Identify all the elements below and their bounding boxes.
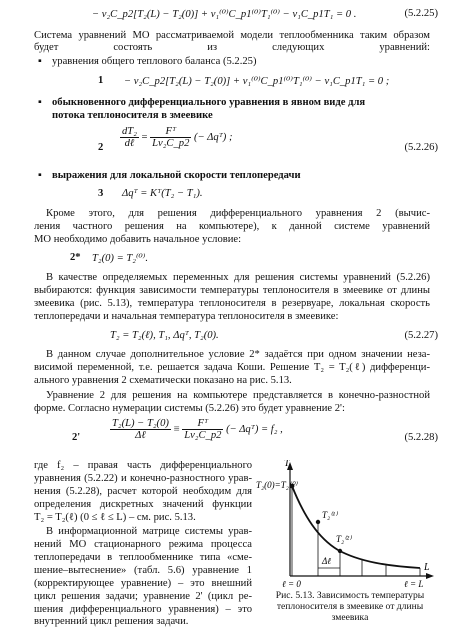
start-label: T₂(0)=T₂⁽⁰⁾ <box>256 480 297 490</box>
equation-5-2-25: − ν₂C_p2[T₂(L) − T₂(0)] + ν₁⁽⁰⁾C_p1⁽⁰⁾T₁⁽⁰⁾ − ν₁C_p1T₁ = 0 . <box>92 9 357 20</box>
eq2-rhs-denominator: Lν₂C_p2 <box>152 138 190 149</box>
column-line: В информационной матрице системы урав- <box>46 526 252 537</box>
t1-label: T₂⁽¹⁾ <box>322 510 338 520</box>
column-line: внутренний цикл решения задачи. <box>34 616 189 627</box>
lL-label: ℓ = L <box>404 579 424 588</box>
paragraph-line: выбираются: функция зависимости температуры теплоносителя в змеевике от длины <box>34 285 430 296</box>
eq2-lhs-numerator: dT₂ <box>122 126 137 137</box>
bullet-heat-transfer-text: выражения для локальной скорости теплопередачи <box>52 170 301 181</box>
eq2-tail: (− Δqᵀ) ; <box>194 131 233 143</box>
column-line: нения (5.2.28), расчет которой необходим для <box>34 486 252 497</box>
equation-5-2-28: $\frac{\text{T₂(L) − T₂(0)}}{\text{Δℓ}}$ ≡ $\frac{\text{Fᵀ}}{\text{Lν₂C\_p2}}$ (− Δqᵀ) = f₂ , <box>112 418 283 441</box>
bullet-ode-line2: потока теплоносителя в змеевике <box>52 110 213 121</box>
equation-number: (5.2.27) <box>404 330 438 341</box>
bullet-heat-transfer <box>52 170 301 181</box>
eq4-rhs-numerator: Fᵀ <box>182 418 223 430</box>
paragraph-line: ления частного решения на компьютере), к данной системе уравнений <box>34 221 430 232</box>
eq2-lhs-denominator: dℓ <box>124 138 135 149</box>
step-lines <box>292 486 420 576</box>
eq4-rhs-denominator: Lν₂C_p2 <box>184 430 222 441</box>
point-t2 <box>338 549 342 553</box>
delta-l-label: Δℓ <box>322 556 332 566</box>
eq4-tail: (− Δqᵀ) = f₂ , <box>226 423 283 435</box>
equation-number: (5.2.28) <box>404 432 438 443</box>
caption-line: змеевика <box>331 612 369 623</box>
x-axis-label: L <box>424 562 430 573</box>
column-line: (корректирующее уравнение) – это внешний <box>34 578 252 589</box>
paragraph-line: Кроме этого, для решения дифференциального уравнения 2 (вычис- <box>46 208 430 219</box>
x-axis-arrow <box>426 573 434 579</box>
column-line: шение–вытеснение» (табл. 5.6) уравнение 1 <box>34 565 252 576</box>
column-line: теплопередачи в теплообменнике типа «сме- <box>34 552 252 563</box>
equation-number: (5.2.26) <box>404 142 438 153</box>
column-line: T₂ = T₂(ℓ) (0 ≤ ℓ ≤ L) – см. рис. 5.13. <box>34 512 196 523</box>
equation-label-3: 3 <box>98 188 104 199</box>
column-line: где f₂ – правая часть дифференциального <box>34 460 252 471</box>
bullet-ode-line1: обыкновенного дифференциального уравнения в явном виде для <box>52 97 366 108</box>
equation-5-2-27: T₂ = T₂(ℓ), T₁, Δqᵀ, T₂(0). <box>110 330 219 341</box>
paragraph-line: змеевика (рис. 5.13), температура теплоносителя в резервуаре, локальная скорость <box>34 298 430 309</box>
paragraph-line: теплопередачи и начальная температура теплоносителя в змеевике: <box>34 311 339 322</box>
equation-number: (5.2.25) <box>404 8 438 19</box>
eq4-lhs-denominator: Δℓ <box>135 430 146 441</box>
equation-label-2: 2 <box>98 142 104 153</box>
equation-label-1: 1 <box>98 75 104 86</box>
bullet-heat-balance: ▪ уравнения общего теплового баланса (5.2.25) <box>52 56 257 67</box>
equation-label-2-prime: 2' <box>72 432 81 443</box>
column-line: определения дискретных значений функции <box>34 499 252 510</box>
point-t1 <box>316 520 320 524</box>
column-line: цикл решения задачи; уравнение 2' (цикл ре- <box>34 591 252 602</box>
initial-condition: T₂(0) = T₂⁽⁰⁾. <box>92 253 149 264</box>
intro-paragraph: Система уравнений МО рассматриваемой модели теплообменника таким образом будет состоять из следующих уравнений: <box>34 30 430 53</box>
column-line: уравнения (5.2.22) и конечно-разностного урав- <box>34 473 252 484</box>
column-line: нений МО стационарного режима процесса <box>34 539 252 550</box>
column-line: шения дифференциального уравнения) – это <box>34 604 252 615</box>
l0-label: ℓ = 0 <box>282 579 301 588</box>
y-axis-label: T <box>284 460 290 469</box>
paragraph-line: висимой переменной, т.е. решается задача Коши. Решение T₂ = T₂(ℓ) дифференци- <box>34 362 430 373</box>
caption-line: Рис. 5.13. Зависимость температуры <box>275 590 425 601</box>
temperature-curve <box>292 486 420 568</box>
paragraph-line: МО необходимо добавить начальное условие: <box>34 234 242 245</box>
eq2-rhs-numerator: Fᵀ <box>150 126 191 138</box>
bullet-ode <box>52 97 365 108</box>
paragraph-line: В данном случае дополнительное условие 2* задаётся при одном значении неза- <box>46 349 430 360</box>
equation-label-2-star: 2* <box>70 252 81 263</box>
paragraph-line: Уравнение 2 для решения на компьютере представляется в конечно-разностной <box>46 390 430 401</box>
equation-3: Δqᵀ = Kᵀ(T₂ − T₁). <box>122 188 203 199</box>
paragraph-line: В качестве определяемых переменных для решения системы уравнений (5.2.26) <box>46 272 430 283</box>
caption-line: теплоносителя в змеевике от длины <box>276 601 424 612</box>
equation-1: − ν₂C_p2[T₂(L) − T₂(0)] + ν₁⁽⁰⁾C_p1⁽⁰⁾T₁⁽⁰⁾ − ν₁C_p1T₁ = 0 ; <box>124 76 390 87</box>
figure-5-13 <box>256 460 436 588</box>
figure-caption <box>262 590 438 623</box>
equation-2: $\frac{\text{dT₂}}{\text{dℓ}}$ = $\frac{\text{Fᵀ}}{\text{Lν₂C\_p2}}$ (− Δqᵀ) ; <box>122 126 233 149</box>
eq4-lhs-numerator: T₂(L) − T₂(0) <box>112 418 169 429</box>
t2-label: T₂⁽²⁾ <box>336 534 352 544</box>
paragraph-line: форме. Согласно нумерации системы (5.2.26) это будет уравнение 2': <box>34 403 345 414</box>
paragraph-line: ального уравнения 2 схематически показано на рис. 5.13. <box>34 375 292 386</box>
